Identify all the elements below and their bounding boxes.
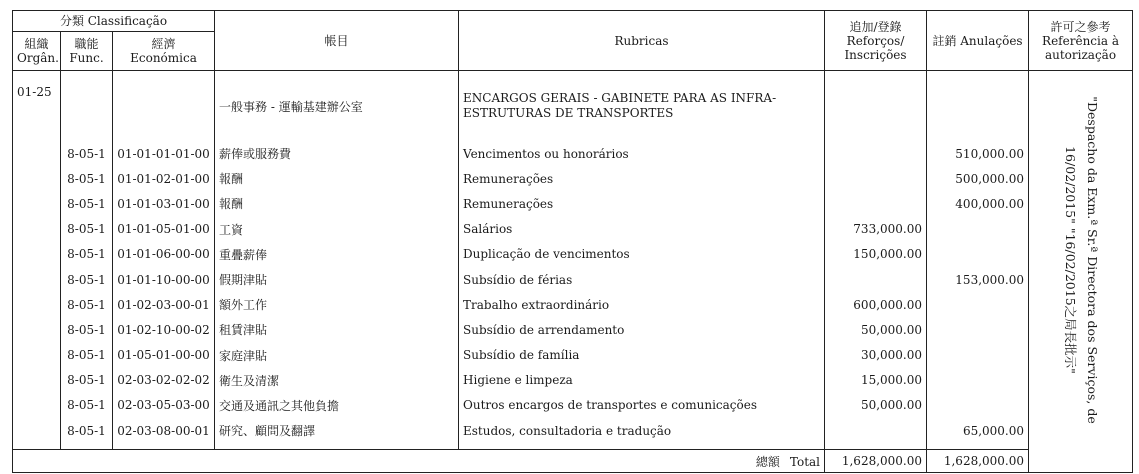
reforco-amount (825, 141, 927, 166)
total-anulacoes: 1,628,000.00 (927, 450, 1029, 473)
rubrica-pt: Trabalho extraordinário (459, 292, 825, 317)
organ-code: 01-25 (13, 71, 61, 142)
rubrica-pt: Outros encargos de transportes e comunicações (459, 393, 825, 418)
table-row (13, 242, 1133, 267)
economic-code: 01-02-03-00-01 (113, 292, 215, 317)
rubrica-pt-header: Rubricas (459, 11, 825, 71)
total-label (13, 450, 825, 473)
anulacao-amount: 65,000.00 (927, 418, 1029, 443)
rubrica-zh: 額外工作 (215, 292, 459, 317)
functional-code: 8-05-1 (61, 292, 113, 317)
rubrica-pt: Estudos, consultadoria e tradução (459, 418, 825, 443)
referencia-cell (1029, 71, 1133, 450)
economic-code: 01-01-06-00-00 (113, 242, 215, 267)
rubrica-zh: 研究、顧問及翻譯 (215, 418, 459, 443)
anulacao-amount (927, 242, 1029, 267)
rubrica-pt: Remunerações (459, 191, 825, 216)
reforcos-header: 追加/登錄 Reforços/ Inscrições (825, 11, 927, 71)
economic-code: 02-03-08-00-01 (113, 418, 215, 443)
functional-code: 8-05-1 (61, 368, 113, 393)
rubrica-pt: Remunerações (459, 166, 825, 191)
rubrica-pt: Duplicação de vencimentos (459, 242, 825, 267)
rubrica-zh: 假期津貼 (215, 267, 459, 292)
rubrica-pt: Subsídio de família (459, 343, 825, 368)
table-row (13, 368, 1133, 393)
anulacao-amount: 400,000.00 (927, 191, 1029, 216)
rubrica-zh: 報酬 (215, 166, 459, 191)
reforco-amount: 600,000.00 (825, 292, 927, 317)
funcional-header: 職能 Func. (61, 32, 113, 71)
table-row (13, 292, 1133, 317)
rubrica-zh: 家庭津貼 (215, 343, 459, 368)
total-reforcos: 1,628,000.00 (825, 450, 927, 473)
rubrica-zh: 工資 (215, 217, 459, 242)
anulacao-amount (927, 317, 1029, 342)
anulacao-amount (927, 292, 1029, 317)
reforco-amount (825, 191, 927, 216)
reforco-amount: 15,000.00 (825, 368, 927, 393)
anulacoes-header: 註銷 Anulações (927, 11, 1029, 71)
rubrica-pt: Salários (459, 217, 825, 242)
reforco-amount: 150,000.00 (825, 242, 927, 267)
table-row (13, 141, 1133, 166)
table-row (13, 418, 1133, 443)
rubrica-zh: 交通及通訊之其他負擔 (215, 393, 459, 418)
reforco-amount (825, 166, 927, 191)
functional-code: 8-05-1 (61, 343, 113, 368)
reforco-amount: 50,000.00 (825, 317, 927, 342)
economic-code: 01-01-10-00-00 (113, 267, 215, 292)
anulacao-amount (927, 343, 1029, 368)
referencia-header: 許可之參考 Referência à autorização (1029, 11, 1133, 71)
table-row (13, 393, 1133, 418)
functional-code: 8-05-1 (61, 393, 113, 418)
rubrica-pt: Subsídio de férias (459, 267, 825, 292)
functional-code: 8-05-1 (61, 141, 113, 166)
economic-code: 01-01-05-01-00 (113, 217, 215, 242)
referencia-text: "Despacho da Exm.ª Sr.ª Directora dos Serviços, de 16/02/2015" "16/02/2015之局長批示" (1062, 96, 1100, 425)
table-row (13, 317, 1133, 342)
anulacao-amount (927, 368, 1029, 393)
budget-transfer-table (12, 10, 1133, 473)
functional-code: 8-05-1 (61, 267, 113, 292)
economic-code: 02-03-05-03-00 (113, 393, 215, 418)
functional-code: 8-05-1 (61, 166, 113, 191)
functional-code: 8-05-1 (61, 217, 113, 242)
table-row (13, 343, 1133, 368)
reforco-amount: 733,000.00 (825, 217, 927, 242)
rubrica-pt: Vencimentos ou honorários (459, 141, 825, 166)
economic-code: 01-01-02-01-00 (113, 166, 215, 191)
functional-code: 8-05-1 (61, 242, 113, 267)
anulacao-amount (927, 393, 1029, 418)
total-label-zh: 總額 (755, 454, 780, 469)
reforco-amount (825, 267, 927, 292)
rubrica-pt: Subsídio de arrendamento (459, 317, 825, 342)
anulacao-amount: 500,000.00 (927, 166, 1029, 191)
reforco-amount: 30,000.00 (825, 343, 927, 368)
economic-code: 01-01-01-01-00 (113, 141, 215, 166)
anulacao-amount: 153,000.00 (927, 267, 1029, 292)
functional-code: 8-05-1 (61, 418, 113, 443)
rubrica-pt: Higiene e limpeza (459, 368, 825, 393)
rubrica-zh-header: 帳目 (215, 11, 459, 71)
economica-header: 經濟 Económica (113, 32, 215, 71)
anulacao-amount: 510,000.00 (927, 141, 1029, 166)
economic-code: 01-05-01-00-00 (113, 343, 215, 368)
economic-code: 01-02-10-00-02 (113, 317, 215, 342)
organ-name-zh: 一般事務 - 運輸基建辦公室 (215, 71, 459, 142)
table-row (13, 217, 1133, 242)
economic-code: 01-01-03-01-00 (113, 191, 215, 216)
functional-code: 8-05-1 (61, 191, 113, 216)
rubrica-zh: 租賃津貼 (215, 317, 459, 342)
organ-row (13, 71, 1133, 142)
organica-header: 組織 Orgân. (13, 32, 61, 71)
rubrica-zh: 重疊薪俸 (215, 242, 459, 267)
economic-code: 02-03-02-02-02 (113, 368, 215, 393)
rubrica-zh: 衛生及清潔 (215, 368, 459, 393)
reforco-amount: 50,000.00 (825, 393, 927, 418)
table-row (13, 191, 1133, 216)
total-row (13, 450, 1133, 473)
functional-code: 8-05-1 (61, 317, 113, 342)
table-row (13, 267, 1133, 292)
rubrica-zh: 薪俸或服務費 (215, 141, 459, 166)
organ-name-pt: ENCARGOS GERAIS - GABINETE PARA AS INFRA-ESTRUTURAS DE TRANSPORTES (459, 71, 825, 142)
reforco-amount (825, 418, 927, 443)
table-row (13, 166, 1133, 191)
total-label-pt: Total (789, 454, 821, 469)
anulacao-amount (927, 217, 1029, 242)
rubrica-zh: 報酬 (215, 191, 459, 216)
classificacao-header: 分類 Classificação (13, 11, 215, 32)
